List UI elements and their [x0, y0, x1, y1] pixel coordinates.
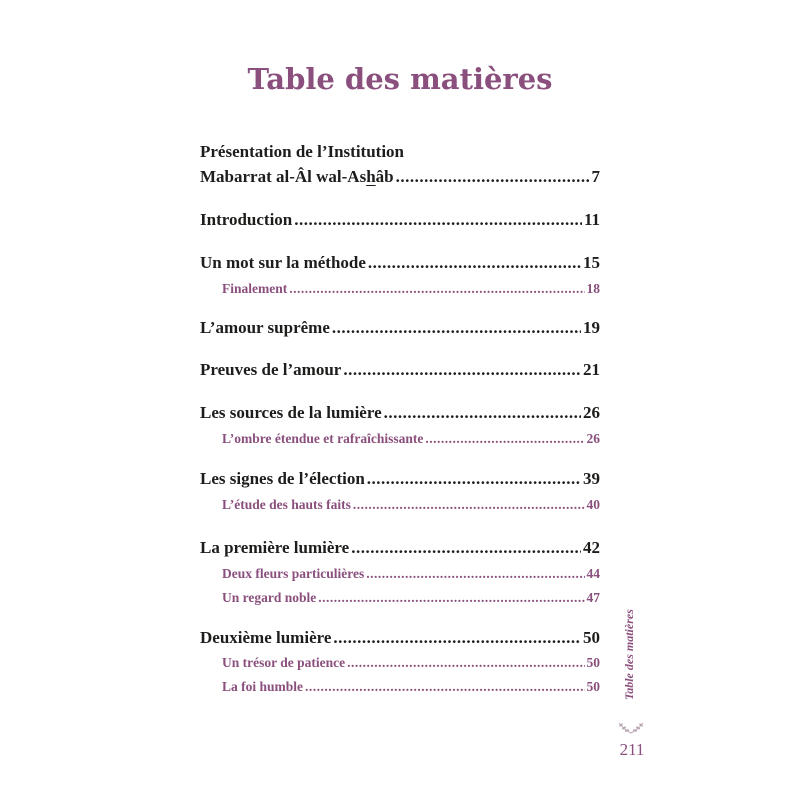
toc-entry-institution[interactable] — [200, 167, 600, 191]
leader-dots — [333, 628, 581, 648]
toc-entry-label: Finalement — [222, 281, 288, 296]
toc-page-number: 47 — [586, 590, 600, 605]
leader-dots — [332, 318, 581, 338]
toc-subentry-finalement[interactable] — [200, 281, 600, 303]
toc-entry-label: L’amour suprême — [200, 318, 330, 337]
toc-entry-introduction[interactable] — [200, 210, 600, 234]
toc-entry-methode[interactable] — [200, 253, 600, 277]
leader-dots — [384, 403, 581, 423]
toc-page-number: 18 — [586, 281, 600, 296]
laurel-ornament-icon — [616, 719, 646, 735]
toc-entry-label: Un mot sur la méthode — [200, 253, 366, 272]
toc-page-number: 15 — [583, 253, 600, 272]
toc-entry-preuves[interactable] — [200, 360, 600, 384]
toc-entry-label: Un regard noble — [222, 590, 317, 605]
toc-page-number: 26 — [586, 431, 600, 446]
toc-page-number: 11 — [583, 210, 600, 229]
leader-dots — [343, 360, 581, 380]
toc-entry-deuxieme[interactable] — [200, 628, 600, 652]
toc-entry-first-line: Présentation de l’Institution — [200, 142, 404, 161]
toc-entry-label: Les sources de la lumière — [200, 403, 382, 422]
toc-entry-label: Mabarrat al-Âl wal-Ashâb — [200, 167, 394, 186]
page-number: 211 — [619, 740, 645, 759]
toc-page-number: 50 — [583, 628, 600, 647]
toc-entry-amour-supreme[interactable] — [200, 318, 600, 342]
running-head: Table des matières — [622, 609, 636, 701]
toc-page-number: 21 — [583, 360, 600, 379]
leader-dots — [294, 210, 582, 230]
toc-page-number: 40 — [586, 497, 600, 512]
leader-dots — [396, 167, 590, 187]
toc-entry-signes[interactable] — [200, 469, 600, 493]
toc-subentry-regard[interactable] — [200, 590, 600, 612]
toc-page-number: 50 — [586, 655, 600, 670]
toc-subentry-tresor[interactable] — [200, 655, 600, 677]
leader-dots — [368, 253, 581, 273]
leader-dots — [351, 538, 581, 558]
leader-dots — [289, 281, 584, 297]
toc-page-number: 39 — [583, 469, 600, 488]
leader-dots — [305, 679, 584, 695]
toc-entry-label: Un trésor de patience — [222, 655, 346, 670]
toc-entry-label: Deuxième lumière — [200, 628, 332, 647]
toc-page-number: 50 — [586, 679, 600, 694]
leader-dots — [347, 655, 584, 671]
toc-page-number: 26 — [583, 403, 600, 422]
leader-dots — [318, 590, 584, 606]
toc-subentry-ombre[interactable] — [200, 431, 600, 453]
toc-entry-label: Les signes de l’élection — [200, 469, 365, 488]
toc-entry-label: Introduction — [200, 210, 293, 229]
toc-entry-sources[interactable] — [200, 403, 600, 427]
leader-dots — [353, 497, 585, 513]
toc-subentry-etude[interactable] — [200, 497, 600, 519]
toc-page-number: 19 — [583, 318, 600, 337]
toc-page-number: 42 — [583, 538, 600, 557]
toc-subentry-fleurs[interactable] — [200, 566, 600, 588]
leader-dots — [366, 566, 584, 582]
leader-dots — [425, 431, 584, 447]
toc-page-number: 44 — [586, 566, 600, 581]
toc-entry-label: L’ombre étendue et rafraîchissante — [222, 431, 424, 446]
toc-subentry-foi[interactable] — [200, 679, 600, 701]
toc-entry-label: Deux fleurs particulières — [222, 566, 365, 581]
toc-entry-label: La première lumière — [200, 538, 350, 557]
toc-page-number: 7 — [591, 167, 600, 186]
toc-entry-label: Preuves de l’amour — [200, 360, 342, 379]
toc-entry-premiere[interactable] — [200, 538, 600, 562]
leader-dots — [367, 469, 581, 489]
toc-entry-label: L’étude des hauts faits — [222, 497, 351, 512]
page-title: Table des matières — [247, 62, 553, 96]
toc-entry-label: La foi humble — [222, 679, 304, 694]
